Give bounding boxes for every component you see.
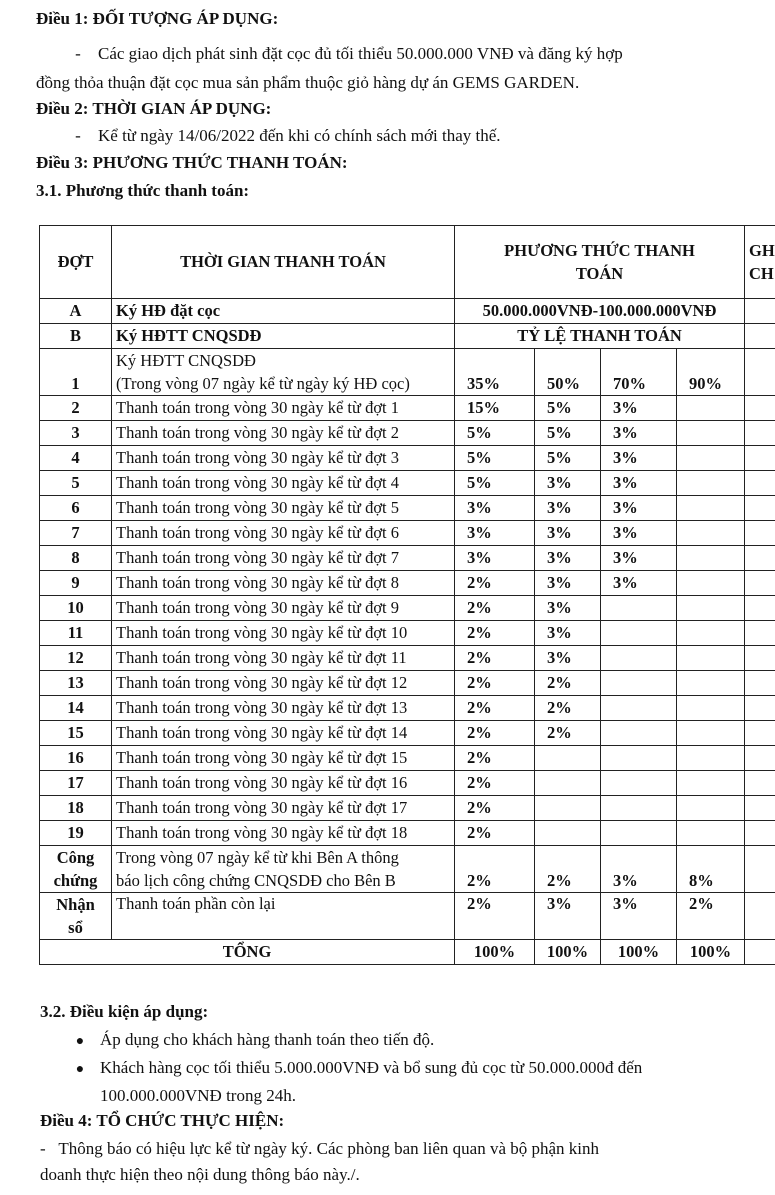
- row-time: Thanh toán trong vòng 30 ngày kể từ đợt 10: [112, 621, 455, 646]
- row-time: Thanh toán trong vòng 30 ngày kể từ đợt 11: [112, 646, 455, 671]
- row-b-value: TỶ LỆ THANH TOÁN: [455, 324, 745, 349]
- note-cell: [745, 596, 775, 621]
- header-note: [745, 226, 775, 299]
- row-value-2: 2%: [535, 671, 601, 696]
- row-time: Thanh toán trong vòng 30 ngày kể từ đợt 6: [112, 521, 455, 546]
- row-book-time: Thanh toán phần còn lại: [112, 893, 455, 940]
- row-dot: 19: [40, 821, 112, 846]
- table-header-row: [40, 226, 775, 299]
- row-value-3: [601, 646, 677, 671]
- row-value-2: [535, 771, 601, 796]
- row-value-2: 3%: [535, 471, 601, 496]
- row-value-1: 3%: [455, 521, 535, 546]
- note-cell: [745, 421, 775, 446]
- row-time: Thanh toán trong vòng 30 ngày kể từ đợt 9: [112, 596, 455, 621]
- row-value-2: 3%: [535, 621, 601, 646]
- row-book-dot: [40, 893, 112, 940]
- table-row: [40, 646, 775, 671]
- row-value-1: 15%: [455, 396, 535, 421]
- table-row: [40, 349, 775, 396]
- row-a-dot: A: [40, 299, 112, 324]
- note-cell: [745, 771, 775, 796]
- row-value-1: 5%: [455, 421, 535, 446]
- table-row: [40, 671, 775, 696]
- row-value-3: [601, 696, 677, 721]
- row-value-3: [601, 771, 677, 796]
- row-book-value-3: 3%: [601, 893, 677, 940]
- bullet-icon: ●: [75, 1062, 85, 1077]
- header-note-line-2: CH: [749, 264, 774, 283]
- row-notary-time-line-2: báo lịch công chứng CNQSDĐ cho Bên B: [116, 871, 396, 890]
- note-cell: [745, 471, 775, 496]
- row-value-2: [535, 746, 601, 771]
- bullet-1-text: Áp dụng cho khách hàng thanh toán theo tiến độ.: [100, 1030, 435, 1049]
- row-value-1: 2%: [455, 721, 535, 746]
- row-dot: 9: [40, 571, 112, 596]
- row-value-2: 2%: [535, 696, 601, 721]
- article-1-heading: Điều 1: ĐỐI TƯỢNG ÁP DỤNG:: [36, 9, 279, 28]
- row-value-1: 2%: [455, 796, 535, 821]
- note-cell: [745, 324, 775, 349]
- row-value-4: [677, 646, 745, 671]
- row-dot: 4: [40, 446, 112, 471]
- row-value-1: 3%: [455, 496, 535, 521]
- row-value-4: [677, 521, 745, 546]
- row-dot: 6: [40, 496, 112, 521]
- row-value-4: [677, 471, 745, 496]
- row-notary-value-4: 8%: [677, 846, 745, 893]
- dash-marker: -: [75, 44, 81, 63]
- row-dot: 8: [40, 546, 112, 571]
- row-time: Thanh toán trong vòng 30 ngày kể từ đợt 17: [112, 796, 455, 821]
- article-4-line-1: Thông báo có hiệu lực kể từ ngày ký. Các phòng ban liên quan và bộ phận kinh: [58, 1139, 600, 1158]
- row-dot: 2: [40, 396, 112, 421]
- row-value-3: 3%: [601, 396, 677, 421]
- row-value-4: [677, 446, 745, 471]
- row-value-4: [677, 571, 745, 596]
- note-cell: [745, 671, 775, 696]
- header-method: [455, 226, 745, 299]
- row-value-3: 3%: [601, 421, 677, 446]
- row-value-3: [601, 796, 677, 821]
- section-3-2-heading: 3.2. Điều kiện áp dụng:: [40, 1002, 209, 1021]
- row-dot: 5: [40, 471, 112, 496]
- note-cell: [745, 571, 775, 596]
- row-time: Thanh toán trong vòng 30 ngày kể từ đợt 8: [112, 571, 455, 596]
- row-value-4: [677, 671, 745, 696]
- article-1-line-2: đồng thỏa thuận đặt cọc mua sản phẩm thuộc giỏ hàng dự án GEMS GARDEN.: [36, 73, 580, 92]
- table-row: [40, 846, 775, 893]
- total-value-4: 100%: [677, 940, 745, 965]
- total-value-3: 100%: [601, 940, 677, 965]
- table-row: [40, 571, 775, 596]
- row-notary-dot: [40, 846, 112, 893]
- row-value-1: 3%: [455, 546, 535, 571]
- row-notary-value-2: 2%: [535, 846, 601, 893]
- row-book-dot-line-1: Nhận: [56, 895, 95, 914]
- row-value-3: [601, 746, 677, 771]
- section-3-2-bullet-2: [60, 1057, 642, 1081]
- row-1-value-2: 50%: [535, 349, 601, 396]
- note-cell: [745, 349, 775, 396]
- table-row: [40, 396, 775, 421]
- row-value-2: 5%: [535, 396, 601, 421]
- row-time: Thanh toán trong vòng 30 ngày kể từ đợt 2: [112, 421, 455, 446]
- row-dot: 16: [40, 746, 112, 771]
- table-row: [40, 893, 775, 940]
- row-value-2: 3%: [535, 596, 601, 621]
- table-row: [40, 596, 775, 621]
- bullet-2-text-line-2: 100.000.000VNĐ trong 24h.: [100, 1086, 296, 1105]
- note-cell: [745, 821, 775, 846]
- row-value-3: 3%: [601, 571, 677, 596]
- row-value-3: 3%: [601, 496, 677, 521]
- article-3-heading: Điều 3: PHƯƠNG THỨC THANH TOÁN:: [36, 153, 348, 172]
- row-value-1: 2%: [455, 696, 535, 721]
- article-2-line-1: Kể từ ngày 14/06/2022 đến khi có chính sách mới thay thế.: [98, 126, 501, 145]
- row-time: Thanh toán trong vòng 30 ngày kể từ đợt 12: [112, 671, 455, 696]
- header-dot: ĐỢT: [40, 226, 112, 299]
- row-b-time: Ký HĐTT CNQSDĐ: [112, 324, 455, 349]
- total-value-2: 100%: [535, 940, 601, 965]
- row-dot: 13: [40, 671, 112, 696]
- row-1-value-3: 70%: [601, 349, 677, 396]
- table-row: [40, 471, 775, 496]
- row-value-1: 2%: [455, 771, 535, 796]
- row-1-time-line-1: Ký HĐTT CNQSDĐ: [116, 351, 256, 370]
- row-notary-value-1: 2%: [455, 846, 535, 893]
- payment-schedule-table: [39, 225, 775, 965]
- table-row: [40, 324, 775, 349]
- row-dot: 15: [40, 721, 112, 746]
- row-a-value: 50.000.000VNĐ-100.000.000VNĐ: [455, 299, 745, 324]
- row-notary-time: [112, 846, 455, 893]
- row-time: Thanh toán trong vòng 30 ngày kể từ đợt 18: [112, 821, 455, 846]
- row-value-4: [677, 421, 745, 446]
- row-time: Thanh toán trong vòng 30 ngày kể từ đợt 13: [112, 696, 455, 721]
- row-value-4: [677, 496, 745, 521]
- row-notary-dot-line-2: chứng: [53, 871, 98, 890]
- row-value-4: [677, 746, 745, 771]
- row-time: Thanh toán trong vòng 30 ngày kể từ đợt 15: [112, 746, 455, 771]
- row-value-4: [677, 596, 745, 621]
- note-cell: [745, 621, 775, 646]
- bullet-icon: ●: [75, 1034, 85, 1049]
- row-dot: 10: [40, 596, 112, 621]
- table-row: [40, 721, 775, 746]
- row-value-1: 2%: [455, 671, 535, 696]
- note-cell: [745, 696, 775, 721]
- row-value-3: 3%: [601, 446, 677, 471]
- table-row: [40, 771, 775, 796]
- row-value-3: [601, 596, 677, 621]
- row-time: Thanh toán trong vòng 30 ngày kể từ đợt 4: [112, 471, 455, 496]
- table-row: [40, 446, 775, 471]
- row-value-4: [677, 621, 745, 646]
- row-value-1: 2%: [455, 596, 535, 621]
- row-value-2: 3%: [535, 496, 601, 521]
- row-value-1: 2%: [455, 746, 535, 771]
- table-row: [40, 621, 775, 646]
- row-dot: 7: [40, 521, 112, 546]
- table-row: [40, 821, 775, 846]
- row-dot: 17: [40, 771, 112, 796]
- row-notary-dot-line-1: Công: [56, 848, 95, 867]
- row-value-4: [677, 396, 745, 421]
- row-value-4: [677, 771, 745, 796]
- row-value-4: [677, 796, 745, 821]
- row-1-time-line-2: (Trong vòng 07 ngày kể từ ngày ký HĐ cọc): [116, 374, 410, 393]
- row-value-4: [677, 721, 745, 746]
- table-row: [40, 746, 775, 771]
- row-notary-time-line-1: Trong vòng 07 ngày kể từ khi Bên A thông: [116, 848, 399, 867]
- header-note-line-1: GH: [749, 241, 775, 260]
- row-value-4: [677, 546, 745, 571]
- row-value-2: 3%: [535, 546, 601, 571]
- row-dot: 3: [40, 421, 112, 446]
- row-value-1: 5%: [455, 446, 535, 471]
- note-cell: [745, 846, 775, 893]
- row-book-dot-line-2: sổ: [68, 918, 83, 937]
- row-value-1: 5%: [455, 471, 535, 496]
- row-time: Thanh toán trong vòng 30 ngày kể từ đợt 16: [112, 771, 455, 796]
- note-cell: [745, 546, 775, 571]
- article-1-item: [58, 43, 623, 65]
- row-value-2: 5%: [535, 446, 601, 471]
- note-cell: [745, 496, 775, 521]
- row-1-value-4: 90%: [677, 349, 745, 396]
- note-cell: [745, 446, 775, 471]
- table-row: [40, 496, 775, 521]
- table-row: [40, 299, 775, 324]
- note-cell: [745, 521, 775, 546]
- row-value-2: [535, 821, 601, 846]
- table-row: [40, 421, 775, 446]
- row-value-2: 3%: [535, 646, 601, 671]
- article-4-line-2: doanh thực hiện theo nội dung thông báo này./.: [40, 1165, 360, 1184]
- header-method-line-1: PHƯƠNG THỨC THANH: [504, 241, 695, 260]
- total-label: TỔNG: [40, 940, 455, 965]
- table-row: [40, 696, 775, 721]
- table-total-row: [40, 940, 775, 965]
- row-dot: 18: [40, 796, 112, 821]
- row-value-3: 3%: [601, 521, 677, 546]
- row-1-value-1: 35%: [455, 349, 535, 396]
- row-book-value-1: 2%: [455, 893, 535, 940]
- bullet-2-text-line-1: Khách hàng cọc tối thiểu 5.000.000VNĐ và bổ sung đủ cọc từ 50.000.000đ đến: [100, 1058, 643, 1077]
- row-value-3: [601, 671, 677, 696]
- row-value-3: 3%: [601, 546, 677, 571]
- row-time: Thanh toán trong vòng 30 ngày kể từ đợt 7: [112, 546, 455, 571]
- row-1-time: [112, 349, 455, 396]
- article-2-heading: Điều 2: THỜI GIAN ÁP DỤNG:: [36, 99, 272, 118]
- row-value-1: 2%: [455, 571, 535, 596]
- note-cell: [745, 893, 775, 940]
- row-value-4: [677, 696, 745, 721]
- header-time: THỜI GIAN THANH TOÁN: [112, 226, 455, 299]
- note-cell: [745, 396, 775, 421]
- row-value-4: [677, 821, 745, 846]
- section-3-2-bullet-1: [60, 1029, 434, 1053]
- row-dot: 12: [40, 646, 112, 671]
- row-b-dot: B: [40, 324, 112, 349]
- dash-marker: -: [40, 1139, 46, 1158]
- row-time: Thanh toán trong vòng 30 ngày kể từ đợt 3: [112, 446, 455, 471]
- installment-rows: [40, 396, 775, 846]
- row-value-1: 2%: [455, 621, 535, 646]
- row-notary-value-3: 3%: [601, 846, 677, 893]
- row-value-2: 3%: [535, 571, 601, 596]
- note-cell: [745, 746, 775, 771]
- table-row: [40, 796, 775, 821]
- row-value-1: 2%: [455, 821, 535, 846]
- row-time: Thanh toán trong vòng 30 ngày kể từ đợt 5: [112, 496, 455, 521]
- row-dot: 14: [40, 696, 112, 721]
- row-a-time: Ký HĐ đặt cọc: [112, 299, 455, 324]
- section-3-1-heading: 3.1. Phương thức thanh toán:: [36, 181, 250, 200]
- note-cell: [745, 940, 775, 965]
- note-cell: [745, 796, 775, 821]
- row-book-value-2: 3%: [535, 893, 601, 940]
- row-time: Thanh toán trong vòng 30 ngày kể từ đợt 14: [112, 721, 455, 746]
- table-row: [40, 546, 775, 571]
- row-value-3: 3%: [601, 471, 677, 496]
- row-value-2: 5%: [535, 421, 601, 446]
- row-value-1: 2%: [455, 646, 535, 671]
- header-method-line-2: TOÁN: [575, 264, 624, 283]
- row-1-dot: 1: [40, 349, 112, 396]
- row-dot: 11: [40, 621, 112, 646]
- row-value-2: [535, 796, 601, 821]
- table-row: [40, 521, 775, 546]
- dash-marker: -: [75, 126, 81, 145]
- row-value-2: 2%: [535, 721, 601, 746]
- article-1-line-1: Các giao dịch phát sinh đặt cọc đủ tối thiểu 50.000.000 VNĐ và đăng ký hợp: [98, 44, 623, 63]
- note-cell: [745, 646, 775, 671]
- row-book-value-4: 2%: [677, 893, 745, 940]
- article-2-item: [58, 125, 501, 147]
- note-cell: [745, 721, 775, 746]
- total-value-1: 100%: [455, 940, 535, 965]
- article-4-heading: Điều 4: TỔ CHỨC THỰC HIỆN:: [40, 1111, 285, 1130]
- note-cell: [745, 299, 775, 324]
- row-value-3: [601, 821, 677, 846]
- row-time: Thanh toán trong vòng 30 ngày kể từ đợt 1: [112, 396, 455, 421]
- row-value-3: [601, 621, 677, 646]
- row-value-3: [601, 721, 677, 746]
- row-value-2: 3%: [535, 521, 601, 546]
- article-4-item: [40, 1138, 599, 1160]
